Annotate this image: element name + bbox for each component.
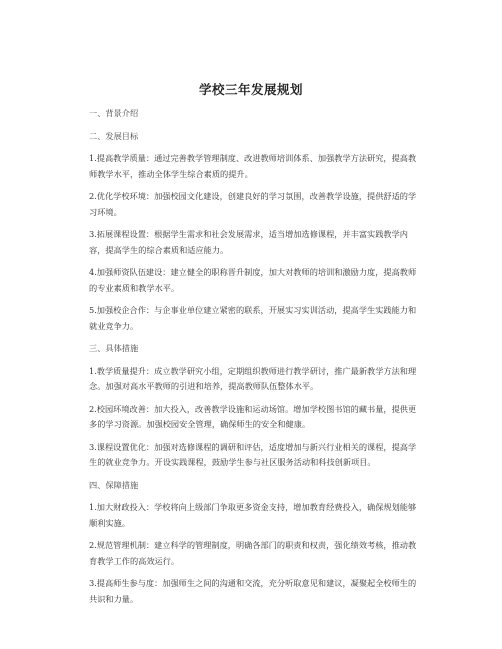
safeguard-item: 2.规范管理机制：建立科学的管理制度，明确各部门的职责和权责，强化绩效考核，推动教育教学工作的高效运行。 — [89, 540, 417, 566]
measure-item: 3.课程设置优化：加强对选修课程的调研和评估，适度增加与新兴行业相关的课程，提高学生的就业竞争力。开设实践课程，鼓励学生参与社区服务活动和科技创新项目。 — [89, 441, 417, 467]
goal-item: 3.拓展课程设置：根据学生需求和社会发展需求，适当增加选修课程，并丰富实践教学内容，提高学生的综合素质和适应能力。 — [89, 229, 408, 255]
section-heading-background: 一、背景介绍 — [89, 108, 139, 118]
measure-item: 2.校园环境改善：加大投入，改善教学设施和运动场馆。增加学校图书馆的藏书量，提供更多的学习资源。加强校园安全管理，确保师生的安全和健康。 — [89, 403, 417, 429]
document-title: 学校三年发展规划 — [198, 82, 303, 97]
safeguard-item: 1.加大财政投入：学校将向上级部门争取更多资金支持，增加教育经费投入，确保规划能够顺利实施。 — [89, 502, 417, 528]
goal-item: 2.优化学校环境：加强校园文化建设，创建良好的学习氛围，改善教学设施，提供舒适的学习环境。 — [89, 191, 417, 217]
goal-item: 4.加强师资队伍建设：建立健全的职称晋升制度，加大对教师的培训和激励力度，提高教师的专业素质和教学水平。 — [89, 267, 417, 293]
section-heading-safeguards: 四、保障措施 — [89, 479, 139, 490]
document-body — [89, 106, 421, 614]
section-heading-goals: 二、发展目标 — [89, 130, 139, 141]
measure-item: 1.教学质量提升：成立教学研究小组，定期组织教师进行教学研讨，推广最新教学方法和理念。加强对高水平教师的引进和培养，提高教师队伍整体水平。 — [89, 365, 417, 391]
goal-item: 5.加强校企合作：与企事业单位建立紧密的联系，开展实习实训活动，提高学生实践能力和就业竞争力。 — [89, 305, 417, 331]
safeguard-item: 3.提高师生参与度：加强师生之间的沟通和交流，充分听取意见和建议，凝聚起全校师生的共识和力量。 — [89, 578, 417, 604]
section-heading-measures: 三、具体措施 — [89, 343, 139, 353]
goal-item: 1.提高教学质量：通过完善教学管理制度、改进教师培训体系、加强教学方法研究，提高教师教学水平，推动全体学生综合素质的提升。 — [89, 153, 417, 179]
